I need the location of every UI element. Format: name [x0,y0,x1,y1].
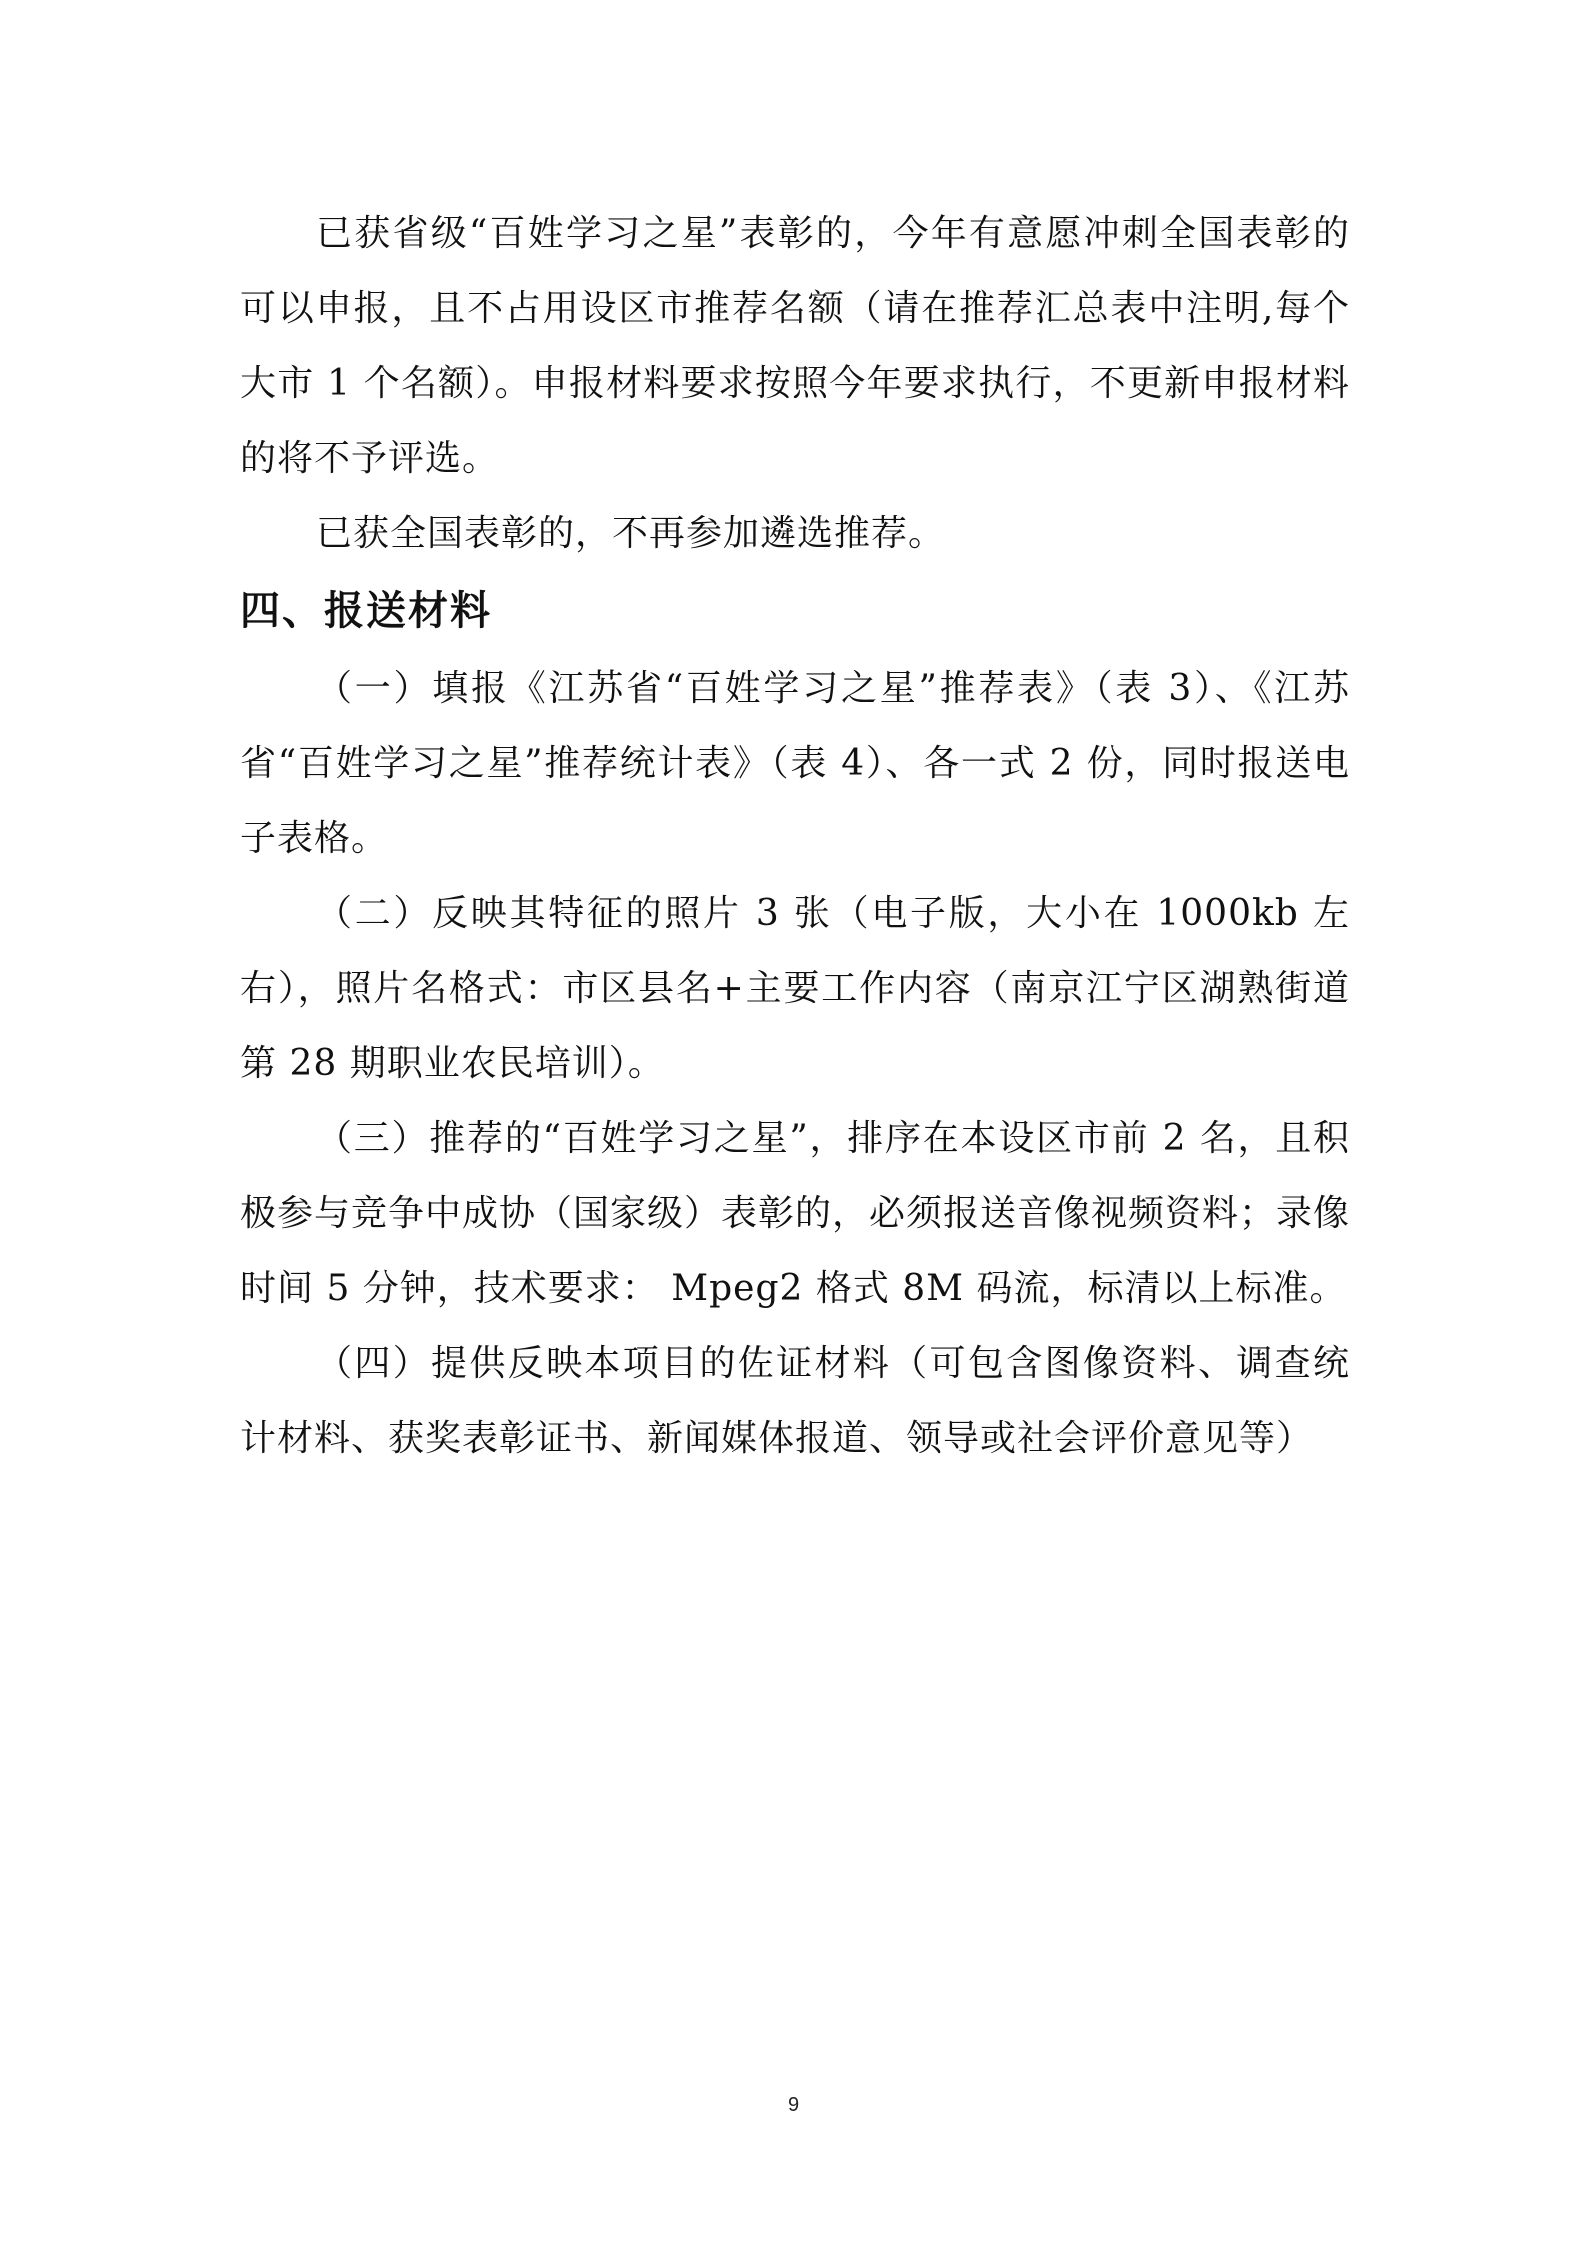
paragraph-national-awardees: 已获全国表彰的，不再参加遴选推荐。 [316,513,946,554]
paragraph-provincial-awardees: 已获省级“百姓学习之星”表彰的，今年有意愿冲刺全国表彰的可以申报，且不占用设区市推荐名额（请在推荐汇总表中注明,每个大市 1 个名额）。申报材料要求按照今年要求执行，不更新申报材料的将不予评选。 [240,213,1350,479]
item-video-materials: （三）推荐的“百姓学习之星”，排序在本设区市前 2 名，且积极参与竞争中成协（国家级）表彰的，必须报送音像视频资料；录像时间 5 分钟，技术要求： Mpeg2 格式 8M 码流，标清以上标准。 [240,1118,1351,1309]
item-photos: （二）反映其特征的照片 3 张（电子版，大小在 1000kb 左右），照片名格式：市区县名+主要工作内容（南京江宁区湖熟街道第 28 期职业农民培训）。 [240,893,1350,1084]
page-number: 9 [787,2094,800,2116]
page-content [240,196,1350,1476]
item-supporting-materials: （四）提供反映本项目的佐证材料（可包含图像资料、调查统计材料、获奖表彰证书、新闻媒体报道、领导或社会评价意见等） [240,1343,1350,1459]
item-recommendation-forms: （一）填报《江苏省“百姓学习之星”推荐表》（表 3）、《江苏省“百姓学习之星”推荐统计表》（表 4）、各一式 2 份，同时报送电子表格。 [240,668,1350,859]
section-heading-submission-materials: 四、报送材料 [240,588,492,634]
